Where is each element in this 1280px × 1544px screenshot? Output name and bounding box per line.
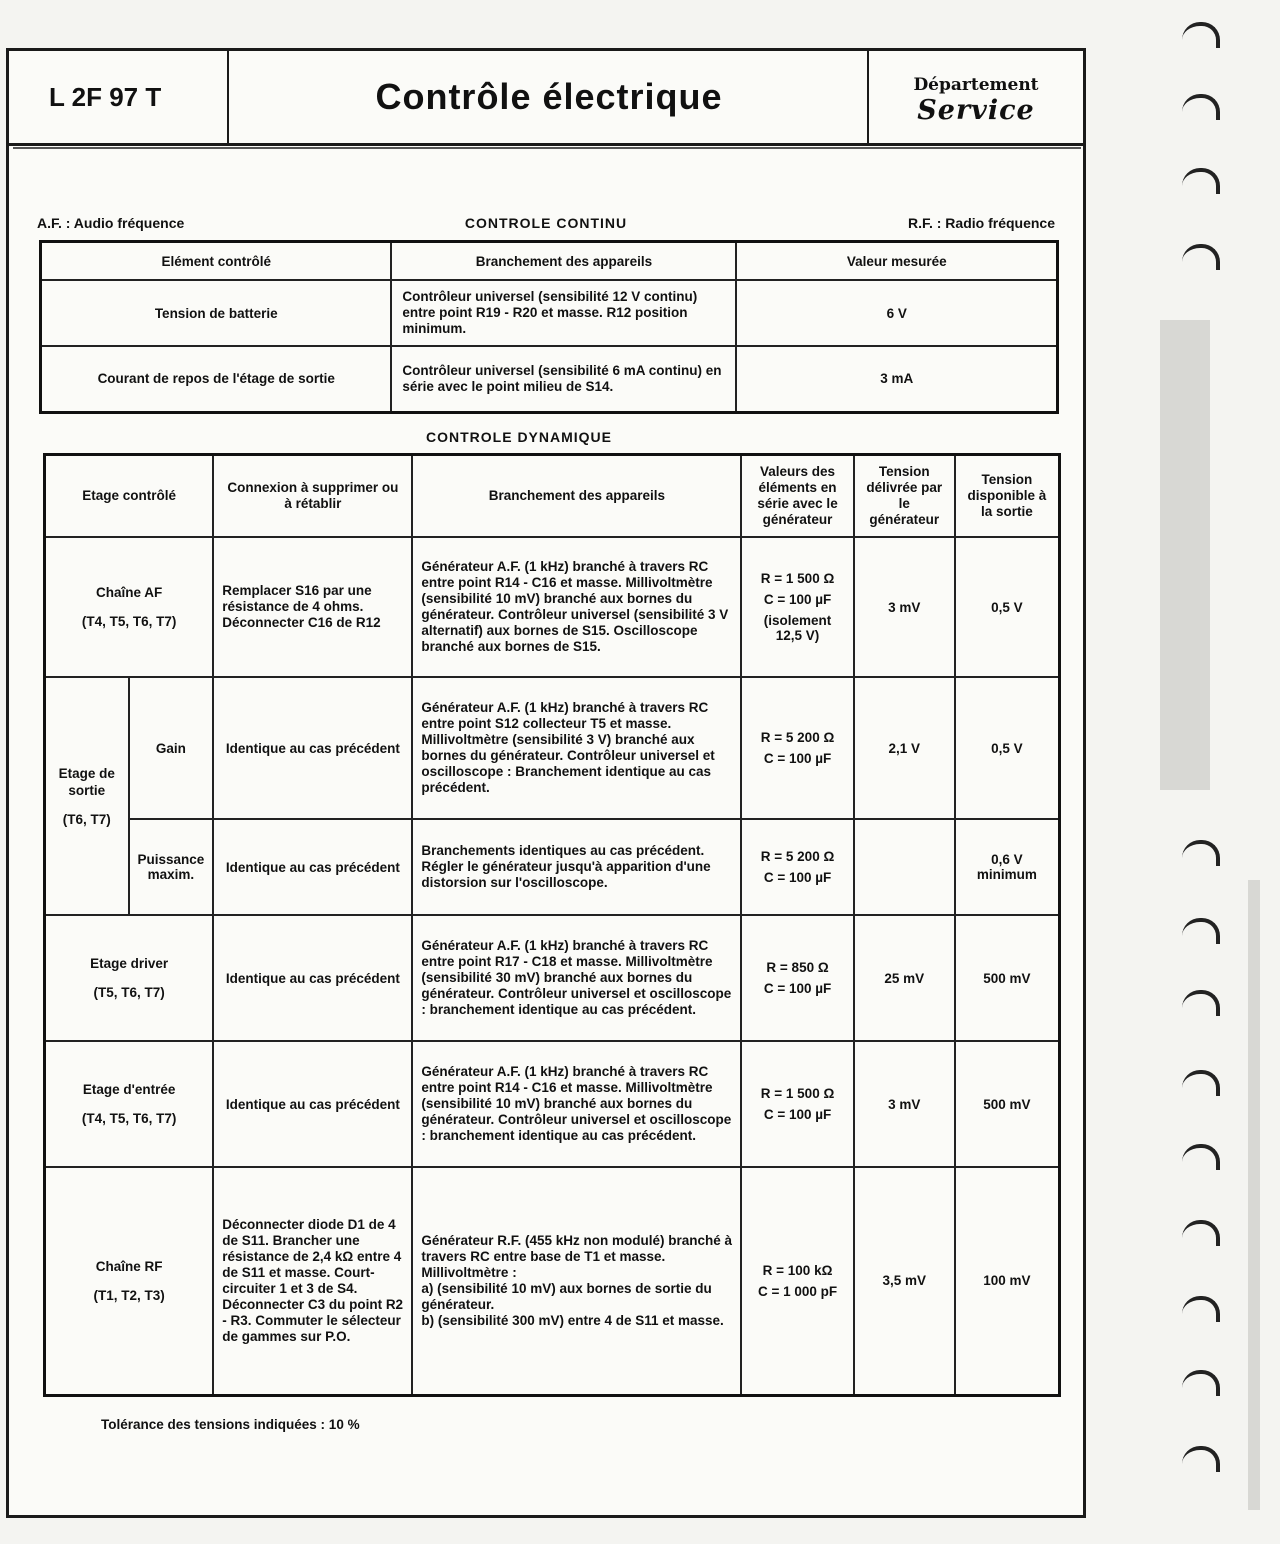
valeurs-cell [741, 915, 853, 1041]
capacitance-value: C = 100 µF [763, 751, 832, 766]
etage-cell [45, 1041, 214, 1167]
etage-label: Chaîne RF [95, 1258, 163, 1274]
column-header: Branchement des appareils [412, 455, 741, 538]
etage-cell [45, 1167, 214, 1395]
table-row [45, 1041, 1060, 1167]
capacitance-value: C = 1 000 pF [757, 1283, 838, 1299]
branchement-cell: Générateur A.F. (1 kHz) branché à travers RC entre point R17 - C18 et masse. Millivoltmètre (sensibilité 30 mV) branché aux bornes du générateur. Contrôleur universel et oscilloscope : branchement identique au cas précédent. [412, 915, 741, 1041]
table-header-row [41, 242, 1058, 281]
branchement-line: Générateur R.F. (455 kHz non modulé) branché à travers RC entre base de T1 et masse. [421, 1232, 732, 1264]
etage-label: Etage de sortie [58, 765, 115, 798]
tolerance-note: Tolérance des tensions indiquées : 10 % [101, 1417, 360, 1432]
etage-cell [45, 915, 214, 1041]
document-code: L 2F 97 T [9, 51, 229, 143]
tension-generateur-cell: 3 mV [854, 1041, 955, 1167]
column-header: Etage contrôlé [45, 455, 214, 538]
dynamic-title: CONTROLE DYNAMIQUE [426, 429, 612, 445]
column-header: Tension disponible à la sortie [955, 455, 1060, 538]
tension-generateur-cell: 3,5 mV [854, 1167, 955, 1395]
etage-cell [45, 677, 129, 915]
tension-generateur-cell: 25 mV [854, 915, 955, 1041]
department-label: Département [913, 75, 1039, 95]
binder-hole [1182, 1446, 1220, 1472]
branchement-line: b) (sensibilité 300 mV) entre 4 de S11 et masse. [421, 1312, 724, 1328]
continuous-table [39, 240, 1059, 414]
branchement-line: a) (sensibilité 10 mV) aux bornes de sortie du générateur. [421, 1280, 712, 1312]
tension-sortie-cell: 500 mV [955, 1041, 1060, 1167]
table-row [41, 346, 1058, 412]
column-header: Branchement des appareils [391, 242, 736, 281]
dynamic-table [43, 453, 1061, 1397]
connexion-cell: Identique au cas précédent [213, 1041, 412, 1167]
capacitance-value: C = 100 µF [763, 981, 832, 996]
resistance-value: R = 1 500 Ω [760, 571, 835, 586]
branchement-cell: Générateur A.F. (1 kHz) branché à travers RC entre point S12 collecteur T5 et masse. Millivoltmètre (sensibilité 3 V) branché aux bornes du générateur. Contrôleur universel et oscilloscope : Branchement identique au cas précédent. [412, 677, 741, 819]
resistance-value: R = 5 200 Ω [760, 849, 835, 864]
transistor-label: (T1, T2, T3) [93, 1287, 165, 1303]
tension-generateur-cell [854, 819, 955, 915]
document-sheet [6, 48, 1086, 1518]
element-cell: Tension de batterie [41, 280, 392, 346]
branchement-cell [412, 1167, 741, 1395]
rf-legend: R.F. : Radio fréquence [907, 215, 1055, 231]
binder-hole [1182, 990, 1220, 1016]
branchement-cell: Générateur A.F. (1 kHz) branché à travers RC entre point R14 - C16 et masse. Millivoltmètre (sensibilité 10 mV) branché aux bornes du générateur. Contrôleur universel (sensibilité 3 V alternatif) aux bornes de S15. Oscilloscope branché aux bornes de S15. [412, 537, 741, 677]
tension-sortie-cell: 0,5 V [955, 677, 1060, 819]
table-row [45, 819, 1060, 915]
tension-sortie-cell: 100 mV [955, 1167, 1060, 1395]
tension-sortie-cell: 0,5 V [955, 537, 1060, 677]
transistor-label: (T4, T5, T6, T7) [81, 614, 177, 629]
branchement-cell: Branchements identiques au cas précédent. Régler le générateur jusqu'à apparition d'une distorsion sur l'oscilloscope. [412, 819, 741, 915]
valeurs-cell [741, 1167, 853, 1395]
valeurs-cell [741, 819, 853, 915]
resistance-value: R = 850 Ω [766, 960, 829, 975]
branchement-cell: Contrôleur universel (sensibilité 12 V continu) entre point R19 - R20 et masse. R12 position minimum. [391, 280, 736, 346]
resistance-value: R = 5 200 Ω [760, 730, 835, 745]
table-row [45, 1167, 1060, 1395]
element-cell: Courant de repos de l'étage de sortie [41, 346, 392, 412]
tension-sortie-cell: 500 mV [955, 915, 1060, 1041]
valeurs-cell [741, 1041, 853, 1167]
table-row [45, 677, 1060, 819]
branchement-cell: Contrôleur universel (sensibilité 6 mA continu) en série avec le point milieu de S14. [391, 346, 736, 412]
tension-generateur-cell: 2,1 V [854, 677, 955, 819]
connexion-cell: Remplacer S16 par une résistance de 4 ohms. Déconnecter C16 de R12 [213, 537, 412, 677]
binder-hole [1182, 840, 1220, 866]
etage-label: Chaîne AF [96, 585, 163, 600]
isolement-value: (isolement 12,5 V) [763, 613, 832, 643]
binder-hole [1182, 1070, 1220, 1096]
valeurs-cell [741, 677, 853, 819]
capacitance-value: C = 100 µF [763, 1107, 832, 1122]
resistance-value: R = 1 500 Ω [760, 1086, 835, 1101]
page-title: Contrôle électrique [231, 51, 869, 143]
binder-hole [1182, 1370, 1220, 1396]
table-row [41, 280, 1058, 346]
valeur-cell: 6 V [736, 280, 1057, 346]
connexion-cell: Identique au cas précédent [213, 915, 412, 1041]
transistor-label: (T5, T6, T7) [93, 985, 165, 1000]
column-header: Valeurs des éléments en série avec le générateur [741, 455, 853, 538]
column-header: Elément contrôlé [41, 242, 392, 281]
column-header: Valeur mesurée [736, 242, 1057, 281]
valeur-cell: 3 mA [736, 346, 1057, 412]
page-header [9, 51, 1083, 146]
connexion-cell: Identique au cas précédent [213, 677, 412, 819]
binder-hole [1182, 168, 1220, 194]
column-header: Connexion à supprimer ou à rétablir [213, 455, 412, 538]
etage-label: Etage driver [90, 956, 169, 971]
valeurs-cell [741, 537, 853, 677]
resistance-value: R = 100 kΩ [762, 1262, 833, 1278]
binder-hole [1182, 22, 1220, 48]
binder-hole [1182, 94, 1220, 120]
etage-label: Etage d'entrée [82, 1082, 176, 1097]
scan-smudge [1248, 880, 1260, 1510]
binder-hole [1182, 918, 1220, 944]
capacitance-value: C = 100 µF [763, 592, 832, 607]
connexion-cell: Déconnecter diode D1 de 4 de S11. Brancher une résistance de 2,4 kΩ entre 4 de S11 et masse. Court-circuiter 1 et 3 de S4. Déconnecter C3 du point R2 - R3. Commuter le sélecteur de gammes sur P.O. [213, 1167, 412, 1395]
table-row [45, 537, 1060, 677]
binder-hole [1182, 1296, 1220, 1322]
af-legend: A.F. : Audio fréquence [37, 215, 185, 231]
transistor-label: (T4, T5, T6, T7) [81, 1111, 177, 1126]
capacitance-value: C = 100 µF [763, 870, 832, 885]
scan-smudge [1160, 320, 1210, 790]
header-rule [13, 147, 1081, 149]
sub-etage-cell: Puissance maxim. [129, 819, 214, 915]
department-block [869, 51, 1083, 143]
binder-hole [1182, 1220, 1220, 1246]
tension-generateur-cell: 3 mV [854, 537, 955, 677]
sub-etage-cell: Gain [129, 677, 214, 819]
table-row [45, 915, 1060, 1041]
column-header: Tension délivrée par le générateur [854, 455, 955, 538]
binder-hole [1182, 1144, 1220, 1170]
continuous-title: CONTROLE CONTINU [464, 215, 628, 231]
branchement-cell: Générateur A.F. (1 kHz) branché à travers RC entre point R14 - C16 et masse. Millivoltmètre (sensibilité 10 mV) branché aux bornes du générateur. Contrôleur universel et oscilloscope : branchement identique au cas précédent. [412, 1041, 741, 1167]
branchement-line: Millivoltmètre : [421, 1264, 517, 1280]
binder-hole [1182, 244, 1220, 270]
connexion-cell: Identique au cas précédent [213, 819, 412, 915]
transistor-label: (T6, T7) [62, 811, 111, 827]
tension-sortie-cell: 0,6 V minimum [955, 819, 1060, 915]
table-header-row [45, 455, 1060, 538]
service-label: Service [917, 95, 1035, 126]
etage-cell [45, 537, 214, 677]
